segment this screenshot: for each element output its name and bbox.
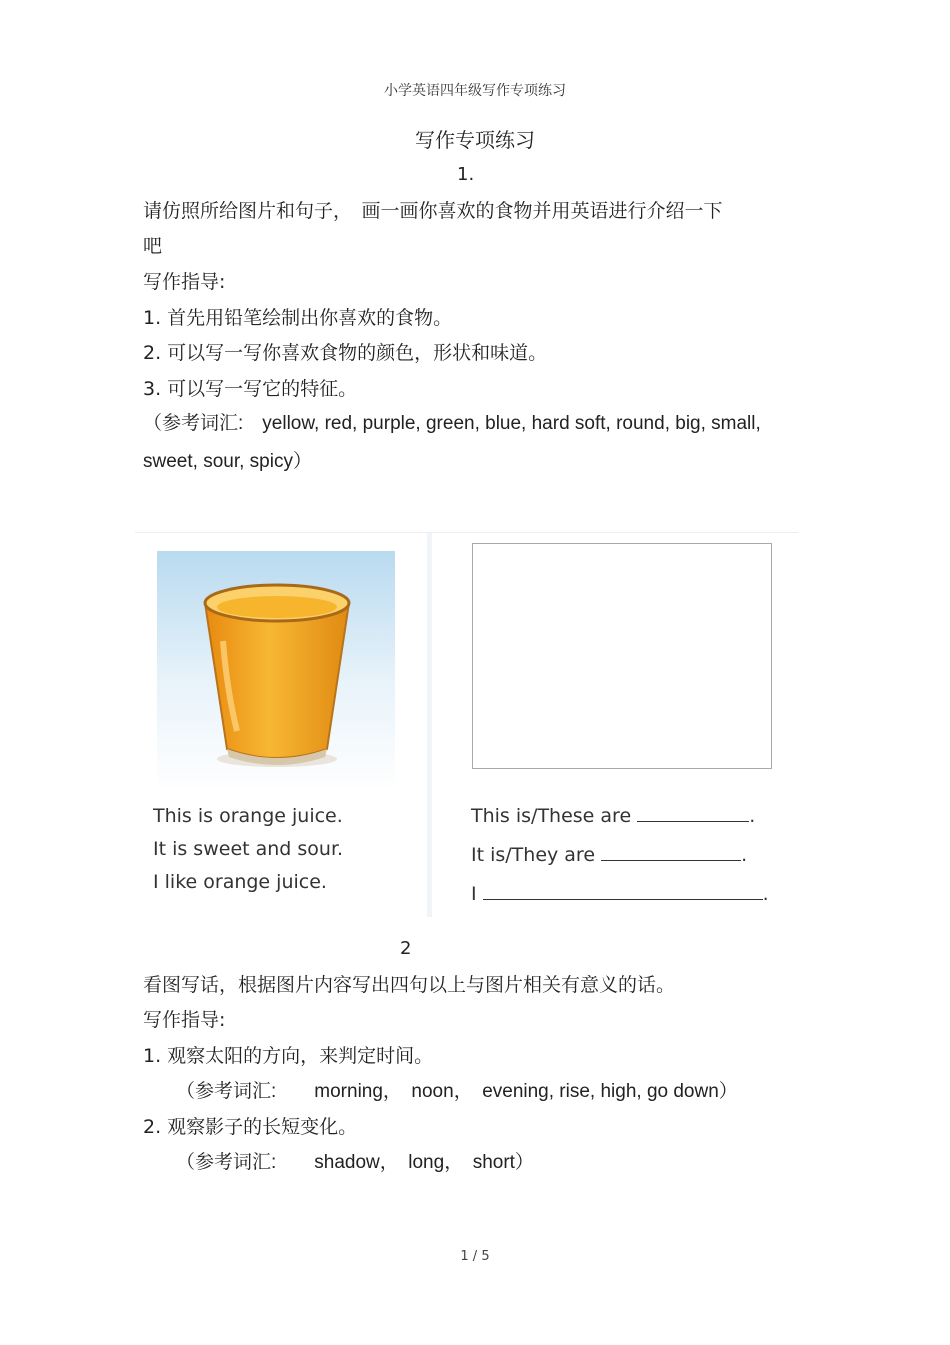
panel-divider — [427, 533, 432, 917]
fill-period-1: . — [749, 805, 756, 827]
section1-guide-item-1: 1. 首先用铅笔绘制出你喜欢的食物。 — [143, 307, 453, 329]
section1-number: 1. — [457, 164, 475, 185]
section2-vocab-2: （参考词汇: shadow， long， short） — [176, 1152, 534, 1173]
fill-line-1[interactable] — [471, 805, 755, 827]
section2-point-1: 1. 观察太阳的方向，来判定时间。 — [143, 1045, 434, 1067]
drawing-frame[interactable] — [472, 543, 772, 769]
page-number: 1 / 5 — [460, 1249, 490, 1264]
fill-prompt-1: This is/These are — [471, 805, 632, 827]
section1-instruction-line2: 吧 — [143, 235, 163, 257]
section2-number: 2 — [400, 938, 412, 959]
example-sentence-1: This is orange juice. — [153, 805, 343, 827]
section2-point-2: 2. 观察影子的长短变化。 — [143, 1116, 358, 1138]
page-header: 小学英语四年级写作专项练习 — [384, 83, 566, 99]
section2-guide-title: 写作指导: — [143, 1009, 226, 1031]
section1-vocab-line2: sweet, sour, spicy） — [143, 451, 312, 472]
fill-line-2[interactable] — [471, 844, 747, 866]
example-sentence-2: It is sweet and sour. — [153, 838, 344, 860]
section2-instruction: 看图写话，根据图片内容写出四句以上与图片相关有意义的话。 — [143, 974, 676, 996]
fill-prompt-3: I — [471, 883, 477, 905]
section1-guide-item-3: 3. 可以写一写它的特征。 — [143, 378, 358, 400]
answer-blank-1[interactable] — [637, 807, 749, 822]
section1-instruction-line1: 请仿照所给图片和句子， 画一画你喜欢的食物并用英语进行介绍一下 — [143, 200, 723, 222]
orange-juice-glass-icon — [197, 581, 357, 771]
fill-period-3: . — [762, 883, 769, 905]
section1-vocab-line1: （参考词汇: yellow, red, purple, green, blue, hard soft, round, big, small, — [143, 413, 761, 434]
fill-prompt-2: It is/They are — [471, 844, 596, 866]
example-illustration — [135, 532, 798, 917]
answer-blank-3[interactable] — [483, 885, 763, 900]
fill-period-2: . — [741, 844, 748, 866]
answer-blank-2[interactable] — [601, 846, 741, 861]
section1-guide-title: 写作指导: — [143, 271, 226, 293]
section2-vocab-1: （参考词汇: morning， noon， evening, rise, high, go down） — [176, 1081, 738, 1102]
example-sentence-3: I like orange juice. — [153, 871, 327, 893]
fill-line-3[interactable] — [471, 883, 769, 905]
page-title: 写作专项练习 — [415, 128, 535, 152]
section1-guide-item-2: 2. 可以写一写你喜欢食物的颜色，形状和味道。 — [143, 342, 548, 364]
